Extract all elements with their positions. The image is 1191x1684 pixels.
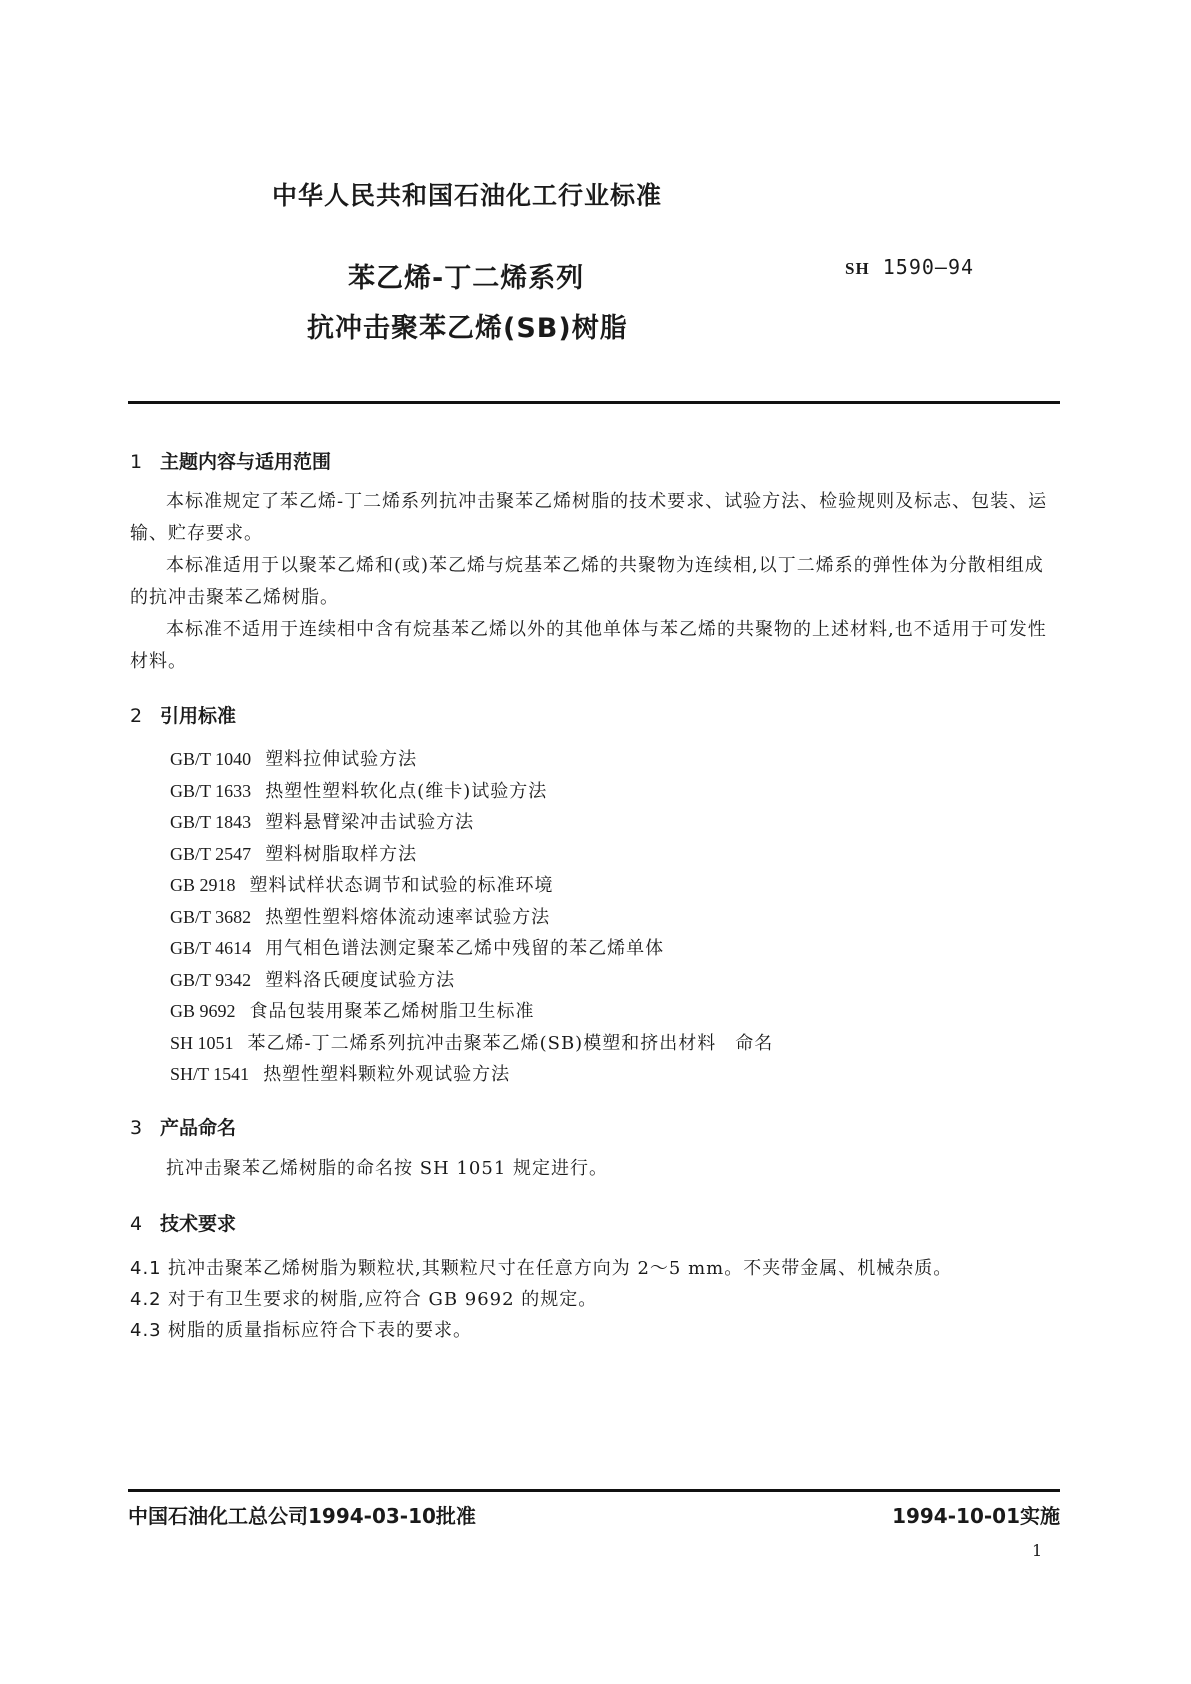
section-1-paragraph-1: 本标准规定了苯乙烯-丁二烯系列抗冲击聚苯乙烯树脂的技术要求、试验方法、检验规则及标志、包装、运输、贮存要求。 xyxy=(130,491,1048,544)
reference-title: 食品包装用聚苯乙烯树脂卫生标准 xyxy=(249,1001,535,1022)
footer-divider xyxy=(128,1489,1060,1492)
reference-item xyxy=(170,807,773,839)
section-title: 产品命名 xyxy=(160,1117,237,1139)
reference-item xyxy=(170,776,773,808)
issuing-authority-title: 中华人民共和国石油化工行业标准 xyxy=(272,181,663,210)
document-title-line2: 抗冲击聚苯乙烯(SB)树脂 xyxy=(307,313,628,344)
clause-text: 抗冲击聚苯乙烯树脂为颗粒状,其颗粒尺寸在任意方向为 2～5 mm。不夹带金属、机械杂质。 xyxy=(168,1258,953,1279)
clause-text: 对于有卫生要求的树脂,应符合 GB 9692 的规定。 xyxy=(168,1289,598,1310)
section-title: 主题内容与适用范围 xyxy=(160,451,332,473)
section-number: 1 xyxy=(130,451,143,473)
reference-item xyxy=(170,839,773,871)
reference-code: SH/T 1541 xyxy=(170,1064,250,1084)
clause-number: 4.1 xyxy=(130,1258,162,1279)
reference-title: 苯乙烯-丁二烯系列抗冲击聚苯乙烯(SB)模塑和挤出材料 命名 xyxy=(247,1032,774,1054)
section-1-heading xyxy=(130,447,331,474)
reference-title: 塑料悬臂梁冲击试验方法 xyxy=(265,812,475,833)
reference-title: 热塑性塑料软化点(维卡)试验方法 xyxy=(265,780,548,802)
normative-references-list xyxy=(170,744,773,1091)
reference-item xyxy=(170,965,773,997)
section-4-heading xyxy=(130,1209,236,1236)
reference-code: GB/T 1040 xyxy=(170,749,252,769)
section-number: 2 xyxy=(130,705,143,727)
requirement-item xyxy=(130,1315,952,1346)
section-1-paragraph-2: 本标准适用于以聚苯乙烯和(或)苯乙烯与烷基苯乙烯的共聚物为连续相,以丁二烯系的弹性体为分散相组成的抗冲击聚苯乙烯树脂。 xyxy=(130,555,1044,608)
reference-code: GB 2918 xyxy=(170,875,236,895)
section-3-heading xyxy=(130,1113,236,1140)
reference-code: GB/T 4614 xyxy=(170,938,252,958)
reference-title: 用气相色谱法测定聚苯乙烯中残留的苯乙烯单体 xyxy=(265,938,665,959)
reference-code: GB/T 2547 xyxy=(170,843,252,864)
section-number: 4 xyxy=(130,1213,143,1235)
technical-requirements-list xyxy=(130,1253,952,1346)
page-number: 1 xyxy=(1032,1541,1043,1560)
reference-code: GB/T 9342 xyxy=(170,969,252,990)
reference-title: 塑料树脂取样方法 xyxy=(265,843,418,865)
clause-number: 4.2 xyxy=(130,1289,162,1310)
reference-code: SH 1051 xyxy=(170,1032,234,1053)
reference-code: GB/T 3682 xyxy=(170,906,252,927)
effective-date: 1994-10-01实施 xyxy=(892,1504,1060,1528)
clause-number: 4.3 xyxy=(130,1320,162,1341)
header-divider xyxy=(128,401,1060,404)
reference-title: 热塑性塑料颗粒外观试验方法 xyxy=(263,1064,511,1085)
section-1-paragraph-3: 本标准不适用于连续相中含有烷基苯乙烯以外的其他单体与苯乙烯的共聚物的上述材料,也不适用于可发性材料。 xyxy=(130,619,1047,672)
approval-statement: 中国石油化工总公司1994-03-10批准 xyxy=(128,1504,476,1528)
reference-title: 塑料拉伸试验方法 xyxy=(265,749,418,770)
standard-code-number: 1590—94 xyxy=(882,255,975,279)
reference-item xyxy=(170,1028,773,1060)
reference-title: 塑料试样状态调节和试验的标准环境 xyxy=(249,875,554,896)
reference-item xyxy=(170,933,773,965)
section-3-paragraph: 抗冲击聚苯乙烯树脂的命名按 SH 1051 规定进行。 xyxy=(166,1158,608,1179)
reference-title: 热塑性塑料熔体流动速率试验方法 xyxy=(265,906,551,928)
standard-code xyxy=(845,255,974,279)
reference-code: GB/T 1633 xyxy=(170,780,252,801)
reference-item xyxy=(170,996,773,1028)
reference-title: 塑料洛氏硬度试验方法 xyxy=(265,969,456,991)
reference-item xyxy=(170,744,773,776)
requirement-item xyxy=(130,1253,952,1284)
clause-text: 树脂的质量指标应符合下表的要求。 xyxy=(168,1320,472,1341)
reference-item xyxy=(170,870,773,902)
reference-item xyxy=(170,902,773,934)
document-title-line1: 苯乙烯-丁二烯系列 xyxy=(348,263,585,294)
reference-item xyxy=(170,1059,773,1091)
section-title: 引用标准 xyxy=(160,705,237,727)
reference-code: GB/T 1843 xyxy=(170,812,252,832)
reference-code: GB 9692 xyxy=(170,1001,236,1021)
section-number: 3 xyxy=(130,1117,143,1139)
section-title: 技术要求 xyxy=(160,1213,237,1235)
standard-code-prefix: SH xyxy=(845,259,870,278)
section-2-heading xyxy=(130,701,236,728)
requirement-item xyxy=(130,1284,952,1315)
